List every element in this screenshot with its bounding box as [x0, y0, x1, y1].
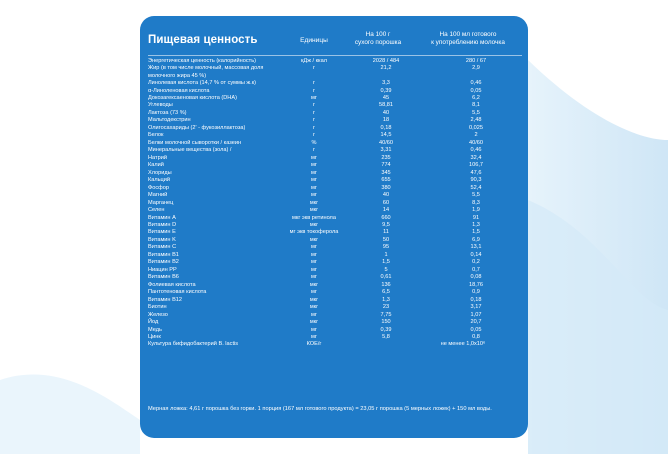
- units-column-header: Единицы: [300, 37, 328, 44]
- value-per-100ml-milk: 0,08: [470, 274, 482, 281]
- value-per-100ml-milk: 106,7: [469, 162, 483, 169]
- table-row: [148, 88, 522, 95]
- nutrient-unit: мг: [311, 244, 317, 251]
- nutrient-unit: КОЕ/г: [306, 341, 322, 348]
- nutrient-unit: кДж / ккал: [300, 58, 328, 64]
- nutrient-name: Фолиевая кислота: [148, 281, 196, 288]
- nutrient-name: Селен: [148, 207, 165, 214]
- value-per-100g-powder: 5,8: [382, 334, 390, 340]
- culture-value: не менее 1,0x10⁶: [440, 341, 486, 348]
- value-per-100g-powder: 23: [382, 304, 390, 311]
- value-per-100ml-milk: 2,9: [472, 65, 480, 72]
- value-per-100g-powder: 60: [382, 199, 390, 206]
- value-per-100ml-milk: 8,1: [472, 102, 480, 109]
- nutrient-name: Медь: [148, 326, 162, 333]
- nutrient-unit: мг: [311, 311, 317, 318]
- value-per-100ml-milk: 20,7: [470, 319, 482, 326]
- value-per-100ml-milk: 1,3: [472, 221, 480, 228]
- nutrient-name: Витамин B2: [148, 259, 179, 266]
- nutrient-name: Витамин B1: [148, 251, 179, 258]
- nutrient-unit: г: [312, 102, 316, 109]
- value-per-100ml-milk: 0,025: [469, 124, 483, 131]
- nutrient-unit: г: [312, 124, 316, 131]
- value-per-100ml-milk: 0,46: [470, 80, 482, 87]
- table-row: [148, 274, 522, 281]
- nutrient-unit: мг: [311, 162, 317, 169]
- table-row: [148, 192, 522, 199]
- value-per-100g-powder: 660: [381, 214, 391, 221]
- value-per-100ml-milk: 5,5: [472, 109, 480, 116]
- nutrient-name: Энергетическая ценность (калорийность): [148, 58, 256, 64]
- value-per-100ml-milk: 91: [472, 214, 480, 221]
- value-per-100ml-milk: 5,5: [472, 192, 480, 199]
- nutrient-name: Линолевая кислота (14,7 % от суммы ж.к): [148, 80, 257, 87]
- nutrient-name: Фосфор: [148, 184, 169, 191]
- value-per-100g-powder: 40/60: [379, 139, 393, 146]
- nutrient-unit: мг: [311, 274, 317, 281]
- table-row: [148, 259, 522, 266]
- value-per-100ml-milk: 0,05: [470, 87, 482, 94]
- value-per-100g-powder: 3,3: [382, 80, 390, 87]
- nutrient-unit: мкг: [309, 236, 319, 243]
- nutrient-name: Натрий: [148, 154, 167, 161]
- nutrient-unit: мг: [311, 169, 317, 176]
- value-per-100g-powder: 40: [382, 109, 390, 116]
- value-per-100ml-milk: 52,4: [470, 184, 482, 191]
- value-per-100ml-milk: 32,4: [470, 154, 482, 161]
- nutrient-name: Белок: [148, 132, 164, 139]
- nutrient-unit: г: [312, 80, 316, 87]
- table-row: [148, 132, 522, 139]
- table-row: [148, 252, 522, 259]
- table-row: [148, 95, 522, 102]
- nutrient-name: Жир (в том числе молочный, массовая доля молочного жира 45 %): [148, 65, 264, 79]
- table-row: [148, 244, 522, 251]
- nutrient-name: Ниацин PP: [148, 266, 177, 273]
- nutrient-unit: г: [312, 147, 316, 154]
- table-row: [148, 65, 522, 80]
- value-per-100ml-milk: 0,8: [472, 334, 480, 340]
- nutrient-unit: г: [312, 117, 316, 124]
- nutrient-name: Кальций: [148, 177, 171, 184]
- value-per-100ml-milk: 0,7: [472, 266, 480, 273]
- value-per-100ml-milk: 47,6: [470, 169, 482, 176]
- value-per-100ml-milk: 90,3: [470, 177, 482, 184]
- table-row: [148, 147, 522, 154]
- table-row: [148, 185, 522, 192]
- table-row: [148, 312, 522, 319]
- value-per-100g-powder: 14: [382, 207, 390, 214]
- nutrient-unit: г: [312, 87, 316, 94]
- value-per-100g-powder: 2028 / 484: [372, 58, 400, 64]
- value-per-100ml-milk: 6,9: [472, 236, 480, 243]
- page-title: Пищевая ценность: [148, 34, 258, 46]
- table-row: [148, 177, 522, 184]
- nutrient-unit: мг: [311, 154, 317, 161]
- nutrient-unit: мг: [311, 326, 317, 333]
- nutrient-unit: мкг: [309, 221, 319, 228]
- nutrient-name: Олигосахариды (2' - фукозиллактоза): [148, 124, 246, 131]
- value-per-100g-powder: 0,39: [380, 87, 392, 94]
- value-per-100g-powder: 50: [382, 236, 390, 243]
- nutrient-name: Лактоза (73 %): [148, 109, 187, 116]
- table-row: [148, 155, 522, 162]
- nutrient-name: Мальтодекстрин: [148, 117, 191, 124]
- value-per-100ml-milk: 13,1: [470, 244, 482, 251]
- nutrient-unit: мг экв токоферола: [289, 229, 339, 236]
- value-per-100g-powder: 3,31: [380, 147, 392, 154]
- table-row: [148, 102, 522, 109]
- table-row: [148, 319, 522, 326]
- table-row: [148, 229, 522, 236]
- nutrient-unit: мг: [311, 289, 317, 296]
- value-per-100g-powder: 345: [381, 169, 391, 176]
- table-row: [148, 297, 522, 304]
- nutrient-name: Витамин E: [148, 229, 176, 236]
- table-row: [148, 237, 522, 244]
- nutrient-unit: г: [312, 65, 316, 72]
- nutrient-name: Минеральные вещества (зола) /: [148, 147, 232, 154]
- nutrient-unit: мкг: [309, 304, 319, 311]
- nutrient-name: α-Линоленовая кислота: [148, 87, 210, 94]
- powder-column-header: На 100 г сухого порошка: [354, 31, 402, 46]
- nutrient-unit: мг: [311, 251, 317, 258]
- table-row: [148, 200, 522, 207]
- value-per-100g-powder: 380: [381, 184, 391, 191]
- header-divider: [148, 55, 522, 56]
- value-per-100ml-milk: 18,76: [469, 281, 483, 288]
- nutrient-unit: мкг: [309, 199, 319, 206]
- nutrition-table: [148, 58, 522, 349]
- value-per-100g-powder: 1: [384, 251, 388, 258]
- value-per-100g-powder: 18: [382, 117, 390, 124]
- value-per-100g-powder: 11: [383, 229, 389, 236]
- value-per-100ml-milk: 0,2: [472, 259, 480, 266]
- value-per-100ml-milk: 280 / 67: [465, 58, 487, 64]
- nutrient-unit: г: [312, 109, 316, 116]
- value-per-100ml-milk: 2,48: [470, 117, 482, 124]
- nutrient-name: Белки молочной сыворотки / казеин: [148, 139, 242, 146]
- value-per-100g-powder: 6,5: [382, 289, 390, 296]
- value-per-100g-powder: 0,18: [380, 124, 392, 131]
- table-row: [148, 222, 522, 229]
- value-per-100ml-milk: 0,9: [472, 289, 480, 296]
- nutrient-name: Марганец: [148, 199, 174, 206]
- nutrient-name: Витамин A: [148, 214, 176, 221]
- value-per-100ml-milk: 1,9: [472, 207, 480, 214]
- nutrient-unit: мг: [311, 259, 317, 266]
- nutrient-name: Витамин D: [148, 221, 177, 228]
- nutrient-name: Хлориды: [148, 169, 172, 176]
- value-per-100g-powder: 1,3: [382, 296, 390, 303]
- nutrient-name: Витамин K: [148, 236, 176, 243]
- table-row: [148, 125, 522, 132]
- table-row: [148, 289, 522, 296]
- value-per-100g-powder: 235: [381, 154, 391, 161]
- nutrient-unit: г: [312, 132, 316, 139]
- table-row: [148, 140, 522, 147]
- table-row: [148, 282, 522, 289]
- value-per-100g-powder: 1,5: [382, 259, 390, 266]
- table-row: [148, 215, 522, 222]
- value-per-100g-powder: 58,81: [379, 102, 393, 109]
- value-per-100ml-milk: 3,17: [470, 304, 482, 311]
- value-per-100g-powder: 40: [382, 192, 390, 199]
- nutrient-name: Докозагексаеновая кислота (DHA): [148, 95, 237, 101]
- table-row: [148, 117, 522, 124]
- value-per-100g-powder: 5: [384, 266, 388, 273]
- value-per-100ml-milk: 0,14: [470, 251, 482, 258]
- nutrient-unit: мкг: [309, 319, 319, 326]
- value-per-100g-powder: 150: [381, 319, 391, 326]
- nutrient-unit: мг: [311, 192, 317, 199]
- nutrient-name: Витамин B6: [148, 274, 179, 281]
- table-row: [148, 207, 522, 214]
- value-per-100g-powder: 655: [381, 177, 391, 184]
- value-per-100ml-milk: 0,05: [470, 326, 482, 333]
- value-per-100g-powder: 0,39: [380, 326, 392, 333]
- value-per-100g-powder: 9,5: [382, 221, 390, 228]
- value-per-100ml-milk: 8,3: [472, 199, 480, 206]
- nutrient-name: Биотин: [148, 304, 167, 311]
- nutrient-unit: мг: [311, 95, 317, 101]
- value-per-100g-powder: 95: [382, 244, 390, 251]
- nutrient-name: Железо: [148, 311, 168, 318]
- value-per-100g-powder: 21,2: [380, 65, 392, 72]
- table-row: [148, 162, 522, 169]
- nutrient-unit: мкг экв ретинола: [292, 214, 336, 221]
- nutrient-unit: мкг: [309, 207, 319, 214]
- table-row: [148, 80, 522, 87]
- nutrient-unit: мкг: [309, 296, 319, 303]
- value-per-100ml-milk: 0,18: [470, 296, 482, 303]
- table-row: [148, 327, 522, 334]
- value-per-100g-powder: 14,5: [380, 132, 392, 139]
- nutrient-name: Цинк: [148, 334, 161, 340]
- table-row: [148, 170, 522, 177]
- nutrient-name: Витамин C: [148, 244, 177, 251]
- nutrition-panel: [140, 16, 528, 438]
- value-per-100ml-milk: 6,2: [472, 95, 480, 101]
- table-row: [148, 110, 522, 117]
- value-per-100g-powder: 7,75: [380, 311, 392, 318]
- nutrient-unit: мг: [311, 177, 317, 184]
- value-per-100g-powder: 774: [381, 162, 391, 169]
- nutrient-name: Культура бифидобактерий B. lactis: [148, 341, 239, 348]
- value-per-100ml-milk: 40/60: [469, 139, 483, 146]
- nutrient-name: Углеводы: [148, 102, 173, 109]
- nutrient-name: Пантотеновая кислота: [148, 289, 207, 296]
- value-per-100ml-milk: 1,5: [472, 229, 480, 236]
- nutrient-unit: мг: [311, 334, 317, 340]
- nutrient-unit: %: [311, 139, 317, 146]
- nutrient-name: Калий: [148, 162, 164, 169]
- table-row: [148, 341, 522, 348]
- value-per-100ml-milk: 1,07: [470, 311, 482, 318]
- nutrient-unit: мг: [311, 184, 317, 191]
- nutrient-name: Магний: [148, 192, 168, 199]
- value-per-100g-powder: 136: [381, 281, 391, 288]
- milk-column-header: На 100 мл готового к употреблению молочка: [431, 31, 505, 46]
- table-row: [148, 267, 522, 274]
- nutrient-unit: мг: [311, 266, 317, 273]
- nutrient-unit: мкг: [309, 281, 319, 288]
- table-row: [148, 304, 522, 311]
- nutrient-name: Йод: [148, 319, 159, 326]
- serving-footnote: Мерная ложка: 4,61 г порошка без горки. 1 порция (167 мл готового продукта) = 23,05 г порошка (5 мерных ложек) + 150 мл воды.: [148, 406, 492, 412]
- value-per-100g-powder: 45: [382, 95, 390, 101]
- value-per-100ml-milk: 2: [474, 132, 478, 139]
- value-per-100ml-milk: 0,46: [470, 147, 482, 154]
- nutrient-name: Витамин B12: [148, 296, 183, 303]
- value-per-100g-powder: 0,61: [380, 274, 392, 281]
